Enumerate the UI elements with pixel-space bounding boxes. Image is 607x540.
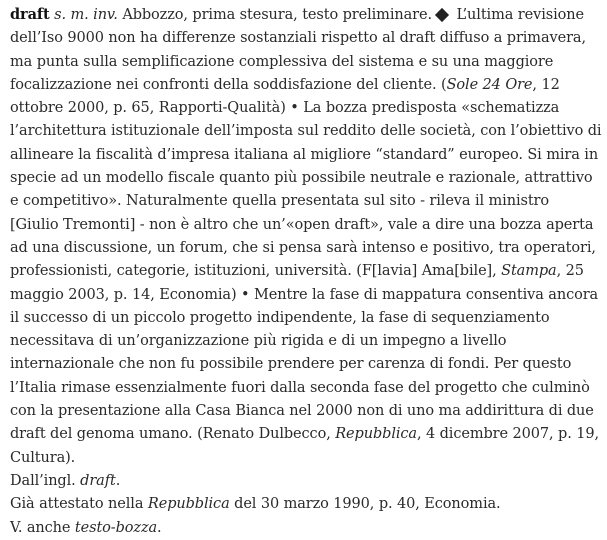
see-also-prefix: V. anche (10, 519, 75, 536)
definition: Abbozzo, prima stesura, testo preliminare. (117, 7, 432, 23)
citation-3-text: • Mentre la fase di mappatura consentiva ancora il successo di un piccolo progetto indipendente, la fase di sequenziamento necessitava di un’organizzazione più rigida e di un impegno a livello internazionale che non fu possibile prendere per carenza di fondi. Per questo l’Italia rimase essenzialmente fuori dalla seconda fase del progetto che culminò con la presentazione alla Casa Bianca nel 2000 non di uno ma addirittura di due draft del genoma umano. (Renato Dulbecco, (10, 286, 599, 443)
entry-body (10, 3, 602, 470)
see-also-line (10, 517, 602, 540)
see-also-suffix: . (157, 519, 162, 536)
attestation-suffix: del 30 marzo 1990, p. 40, Economia. (229, 496, 501, 513)
citation-3-ref: , 4 dicembre 2007, p. 19, Cultura). (10, 426, 599, 466)
citation-2-ref: , 25 maggio 2003, p. 14, Economia) (10, 263, 584, 303)
diamond-icon (435, 7, 449, 21)
see-also-link[interactable]: testo-bozza (74, 519, 158, 536)
grammar-label: s. m. inv. (54, 7, 118, 23)
citation-1-text: L’ultima revisione dell’Iso 9000 non ha differenze sostanziali rispetto al draft diffuso a primavera, ma punta sulla semplificazione complessiva del sistema e su una maggiore focalizzazione nei confronti della soddisfazione del cliente. ( (10, 7, 586, 93)
headword: draft (10, 6, 50, 23)
etymology-word: draft (80, 472, 116, 489)
attestation-line (10, 493, 602, 516)
citation-2-source: Stampa (501, 263, 557, 280)
citation-1-ref: , 12 ottobre 2000, p. 65, Rapporti-Qualità) (10, 76, 560, 117)
citation-2-text: • La bozza predisposta «schematizza l’architettura istituzionale dell’imposta sul reddito delle società, con l’obiettivo di allineare la fiscalità d’impresa italiana al migliore “standard” europeo. Si mira in specie ad un modello fiscale quanto più possibile neutrale e razionale, attrattivo e competitivo». Naturalmente quella presentata sul sito - rileva il ministro [Giulio Tremonti] - non è altro che un’«open draft», vale a dire una bozza aperta ad una discussione, un forum, che si pensa sarà intenso e positivo, tra operatori, professionisti, categorie, istituzioni, università. (F[lavia] Ama[bile], (10, 100, 602, 280)
attestation-source: Repubblica (147, 496, 230, 513)
etymology-suffix: . (115, 472, 121, 489)
citation-1-source: Sole 24 Ore (446, 76, 533, 93)
dictionary-entry (10, 3, 602, 540)
attestation-prefix: Già attestato nella (10, 496, 148, 513)
etymology-prefix: Dall’ingl. (10, 472, 81, 489)
etymology-line (10, 470, 602, 493)
citation-3-source: Repubblica (335, 426, 417, 443)
